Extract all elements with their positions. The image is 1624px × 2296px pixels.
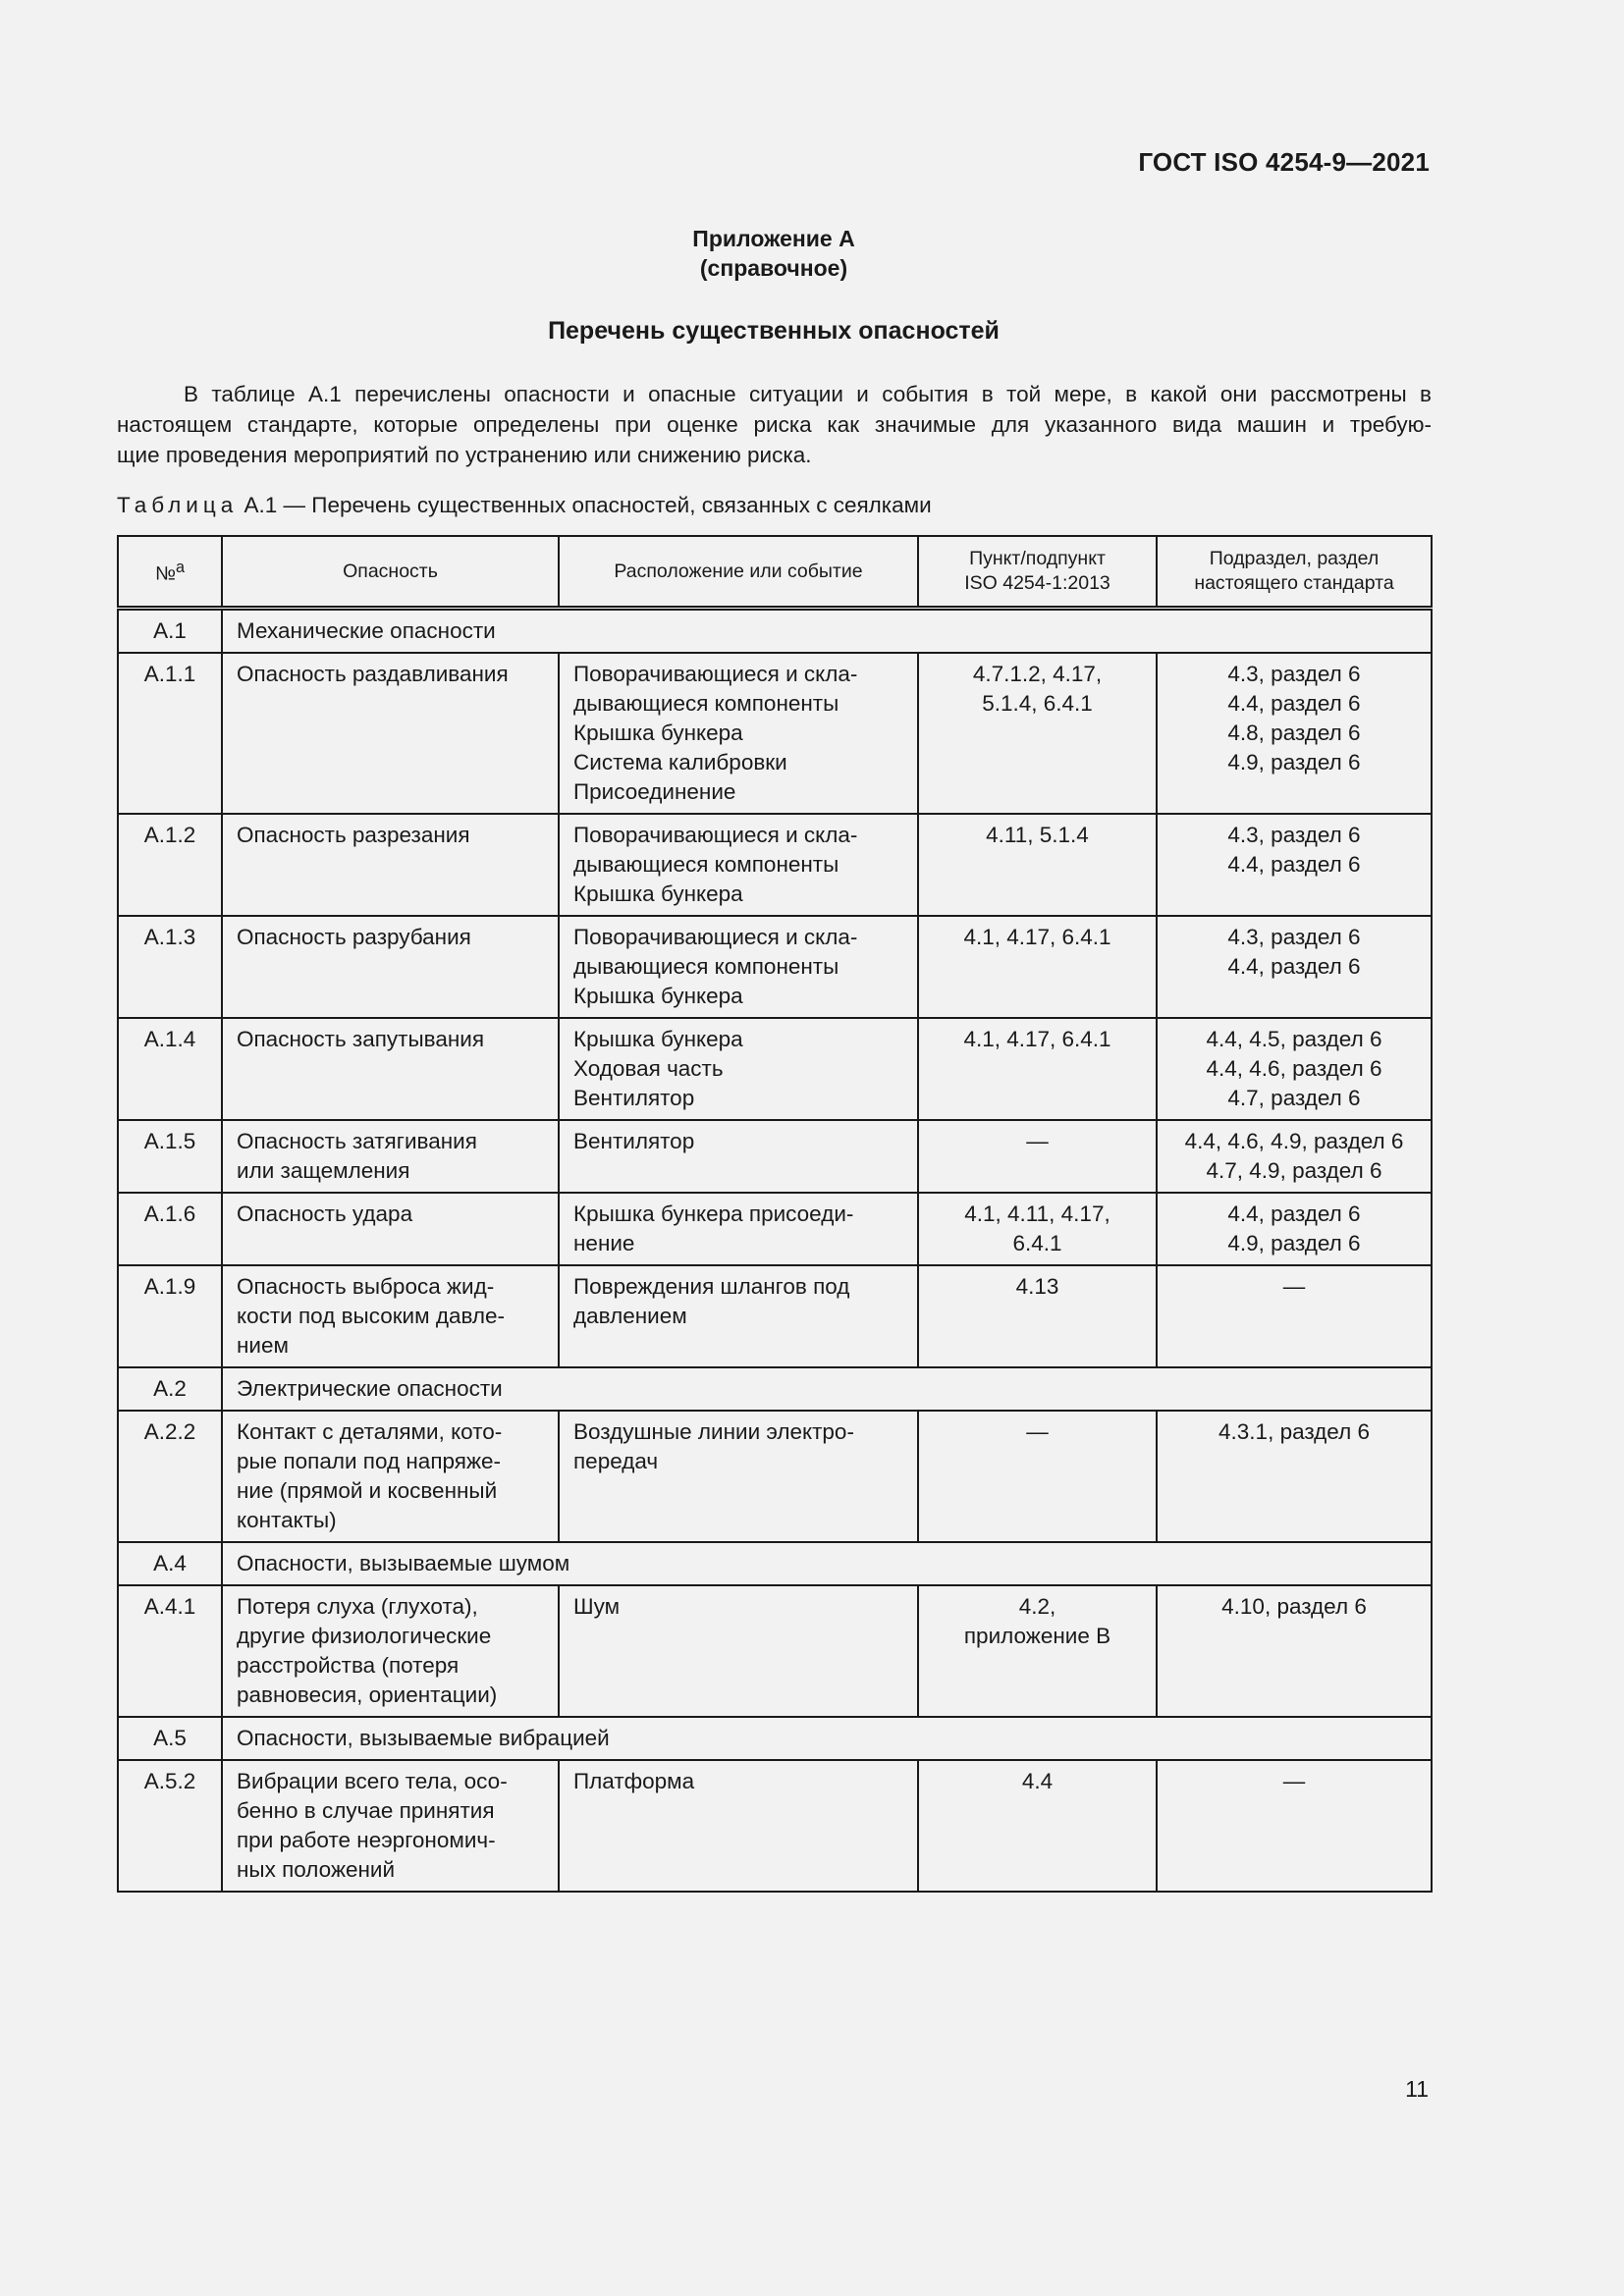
row-hazard: Опасность разрезания — [222, 814, 559, 916]
page-number: 11 — [1405, 2076, 1429, 2102]
table-row — [118, 1120, 1432, 1193]
row-location: Воздушные линии электро- передач — [559, 1411, 918, 1542]
section-title-cell: Опасности, вызываемые вибрацией — [222, 1717, 1432, 1760]
row-num: А.2.2 — [118, 1411, 222, 1542]
row-hazard: Опасность затягивания или защемления — [222, 1120, 559, 1193]
row-clause: 4.7.1.2, 4.17, 5.1.4, 6.4.1 — [918, 653, 1157, 814]
standard-designation: ГОСТ ISO 4254-9—2021 — [1138, 147, 1430, 177]
table-row — [118, 814, 1432, 916]
row-hazard: Контакт с деталями, кото- рые попали под напряже- ние (прямой и косвенный контакты) — [222, 1411, 559, 1542]
table-header-row — [118, 536, 1432, 609]
row-num: А.1.1 — [118, 653, 222, 814]
table-row — [118, 916, 1432, 1018]
row-hazard: Опасность выброса жид- кости под высоким давле- нием — [222, 1265, 559, 1367]
header-clause: Пункт/подпункт ISO 4254-1:2013 — [918, 536, 1157, 609]
row-location: Крышка бункера присоеди- нение — [559, 1193, 918, 1265]
section-title-cell: Электрические опасности — [222, 1367, 1432, 1411]
annex-title: Приложение А — [692, 226, 855, 251]
row-clause: 4.13 — [918, 1265, 1157, 1367]
table-caption — [117, 493, 932, 518]
table-row — [118, 653, 1432, 814]
row-hazard: Опасность разрубания — [222, 916, 559, 1018]
row-num: А.1.4 — [118, 1018, 222, 1120]
section-title-cell: Опасности, вызываемые шумом — [222, 1542, 1432, 1585]
table-row — [118, 1265, 1432, 1367]
section-num: А.1 — [118, 609, 222, 654]
row-subsection: 4.4, раздел 6 4.9, раздел 6 — [1157, 1193, 1432, 1265]
table-caption-text: А.1 — Перечень существенных опасностей, связанных с сеялками — [244, 493, 932, 517]
row-num: А.1.9 — [118, 1265, 222, 1367]
row-hazard: Опасность удара — [222, 1193, 559, 1265]
row-hazard: Вибрации всего тела, осо- бенно в случае принятия при работе неэргономич- ных положений — [222, 1760, 559, 1892]
intro-paragraph — [117, 379, 1432, 470]
section-num: А.2 — [118, 1367, 222, 1411]
row-hazard: Потеря слуха (глухота), другие физиологические расстройства (потеря равновесия, ориентации) — [222, 1585, 559, 1717]
row-num: А.4.1 — [118, 1585, 222, 1717]
table-row — [118, 1411, 1432, 1542]
row-hazard: Опасность запутывания — [222, 1018, 559, 1120]
section-row — [118, 1367, 1432, 1411]
row-location: Вентилятор — [559, 1120, 918, 1193]
intro-line: щие проведения мероприятий по устранению или снижению риска. — [117, 443, 812, 467]
row-location: Поворачивающиеся и скла- дывающиеся компоненты Крышка бункера Система калибровки Присоединение — [559, 653, 918, 814]
row-location: Поворачивающиеся и скла- дывающиеся компоненты Крышка бункера — [559, 814, 918, 916]
row-clause: 4.1, 4.11, 4.17, 6.4.1 — [918, 1193, 1157, 1265]
row-clause: — — [918, 1120, 1157, 1193]
annex-subtitle: (справочное) — [699, 255, 848, 281]
row-num: А.1.6 — [118, 1193, 222, 1265]
section-row — [118, 1542, 1432, 1585]
row-subsection: 4.4, 4.6, 4.9, раздел 6 4.7, 4.9, раздел 6 — [1157, 1120, 1432, 1193]
row-location: Повреждения шлангов под давлением — [559, 1265, 918, 1367]
hazards-table — [117, 535, 1433, 1893]
table-row — [118, 1585, 1432, 1717]
header-subsection: Подраздел, раздел настоящего стандарта — [1157, 536, 1432, 609]
row-clause: 4.2, приложение В — [918, 1585, 1157, 1717]
row-num: А.1.2 — [118, 814, 222, 916]
intro-line: настоящем стандарте, которые определены при оценке риска как значимые для указанного вида машин и требую- — [117, 412, 1432, 437]
section-title: Перечень существенных опасностей — [548, 317, 1000, 345]
table-caption-word: Таблица — [117, 493, 239, 517]
section-title-cell: Механические опасности — [222, 609, 1432, 654]
section-num: А.4 — [118, 1542, 222, 1585]
section-row — [118, 1717, 1432, 1760]
row-num: А.1.3 — [118, 916, 222, 1018]
row-subsection: 4.4, 4.5, раздел 6 4.4, 4.6, раздел 6 4.7, раздел 6 — [1157, 1018, 1432, 1120]
row-clause: 4.1, 4.17, 6.4.1 — [918, 1018, 1157, 1120]
header-hazard: Опасность — [222, 536, 559, 609]
row-subsection: 4.3, раздел 6 4.4, раздел 6 4.8, раздел 6 4.9, раздел 6 — [1157, 653, 1432, 814]
row-clause: — — [918, 1411, 1157, 1542]
row-location: Платформа — [559, 1760, 918, 1892]
table-row — [118, 1018, 1432, 1120]
row-num: А.1.5 — [118, 1120, 222, 1193]
table-row — [118, 1193, 1432, 1265]
row-location: Шум — [559, 1585, 918, 1717]
row-subsection: 4.3, раздел 6 4.4, раздел 6 — [1157, 916, 1432, 1018]
row-clause: 4.1, 4.17, 6.4.1 — [918, 916, 1157, 1018]
section-num: А.5 — [118, 1717, 222, 1760]
row-clause: 4.11, 5.1.4 — [918, 814, 1157, 916]
row-subsection: 4.3, раздел 6 4.4, раздел 6 — [1157, 814, 1432, 916]
row-location: Крышка бункера Ходовая часть Вентилятор — [559, 1018, 918, 1120]
row-num: А.5.2 — [118, 1760, 222, 1892]
row-subsection: — — [1157, 1265, 1432, 1367]
header-num: №$^a$ — [118, 536, 222, 609]
row-subsection: 4.10, раздел 6 — [1157, 1585, 1432, 1717]
annex-heading — [0, 224, 1547, 283]
row-hazard: Опасность раздавливания — [222, 653, 559, 814]
row-subsection: 4.3.1, раздел 6 — [1157, 1411, 1432, 1542]
header-num-footnote: a — [175, 559, 185, 577]
header-location: Расположение или событие — [559, 536, 918, 609]
section-row — [118, 609, 1432, 654]
row-clause: 4.4 — [918, 1760, 1157, 1892]
intro-line: В таблице А.1 перечислены опасности и опасные ситуации и события в той мере, в какой они рассмотрены в — [184, 382, 1432, 406]
table-row — [118, 1760, 1432, 1892]
row-location: Поворачивающиеся и скла- дывающиеся компоненты Крышка бункера — [559, 916, 918, 1018]
row-subsection: — — [1157, 1760, 1432, 1892]
